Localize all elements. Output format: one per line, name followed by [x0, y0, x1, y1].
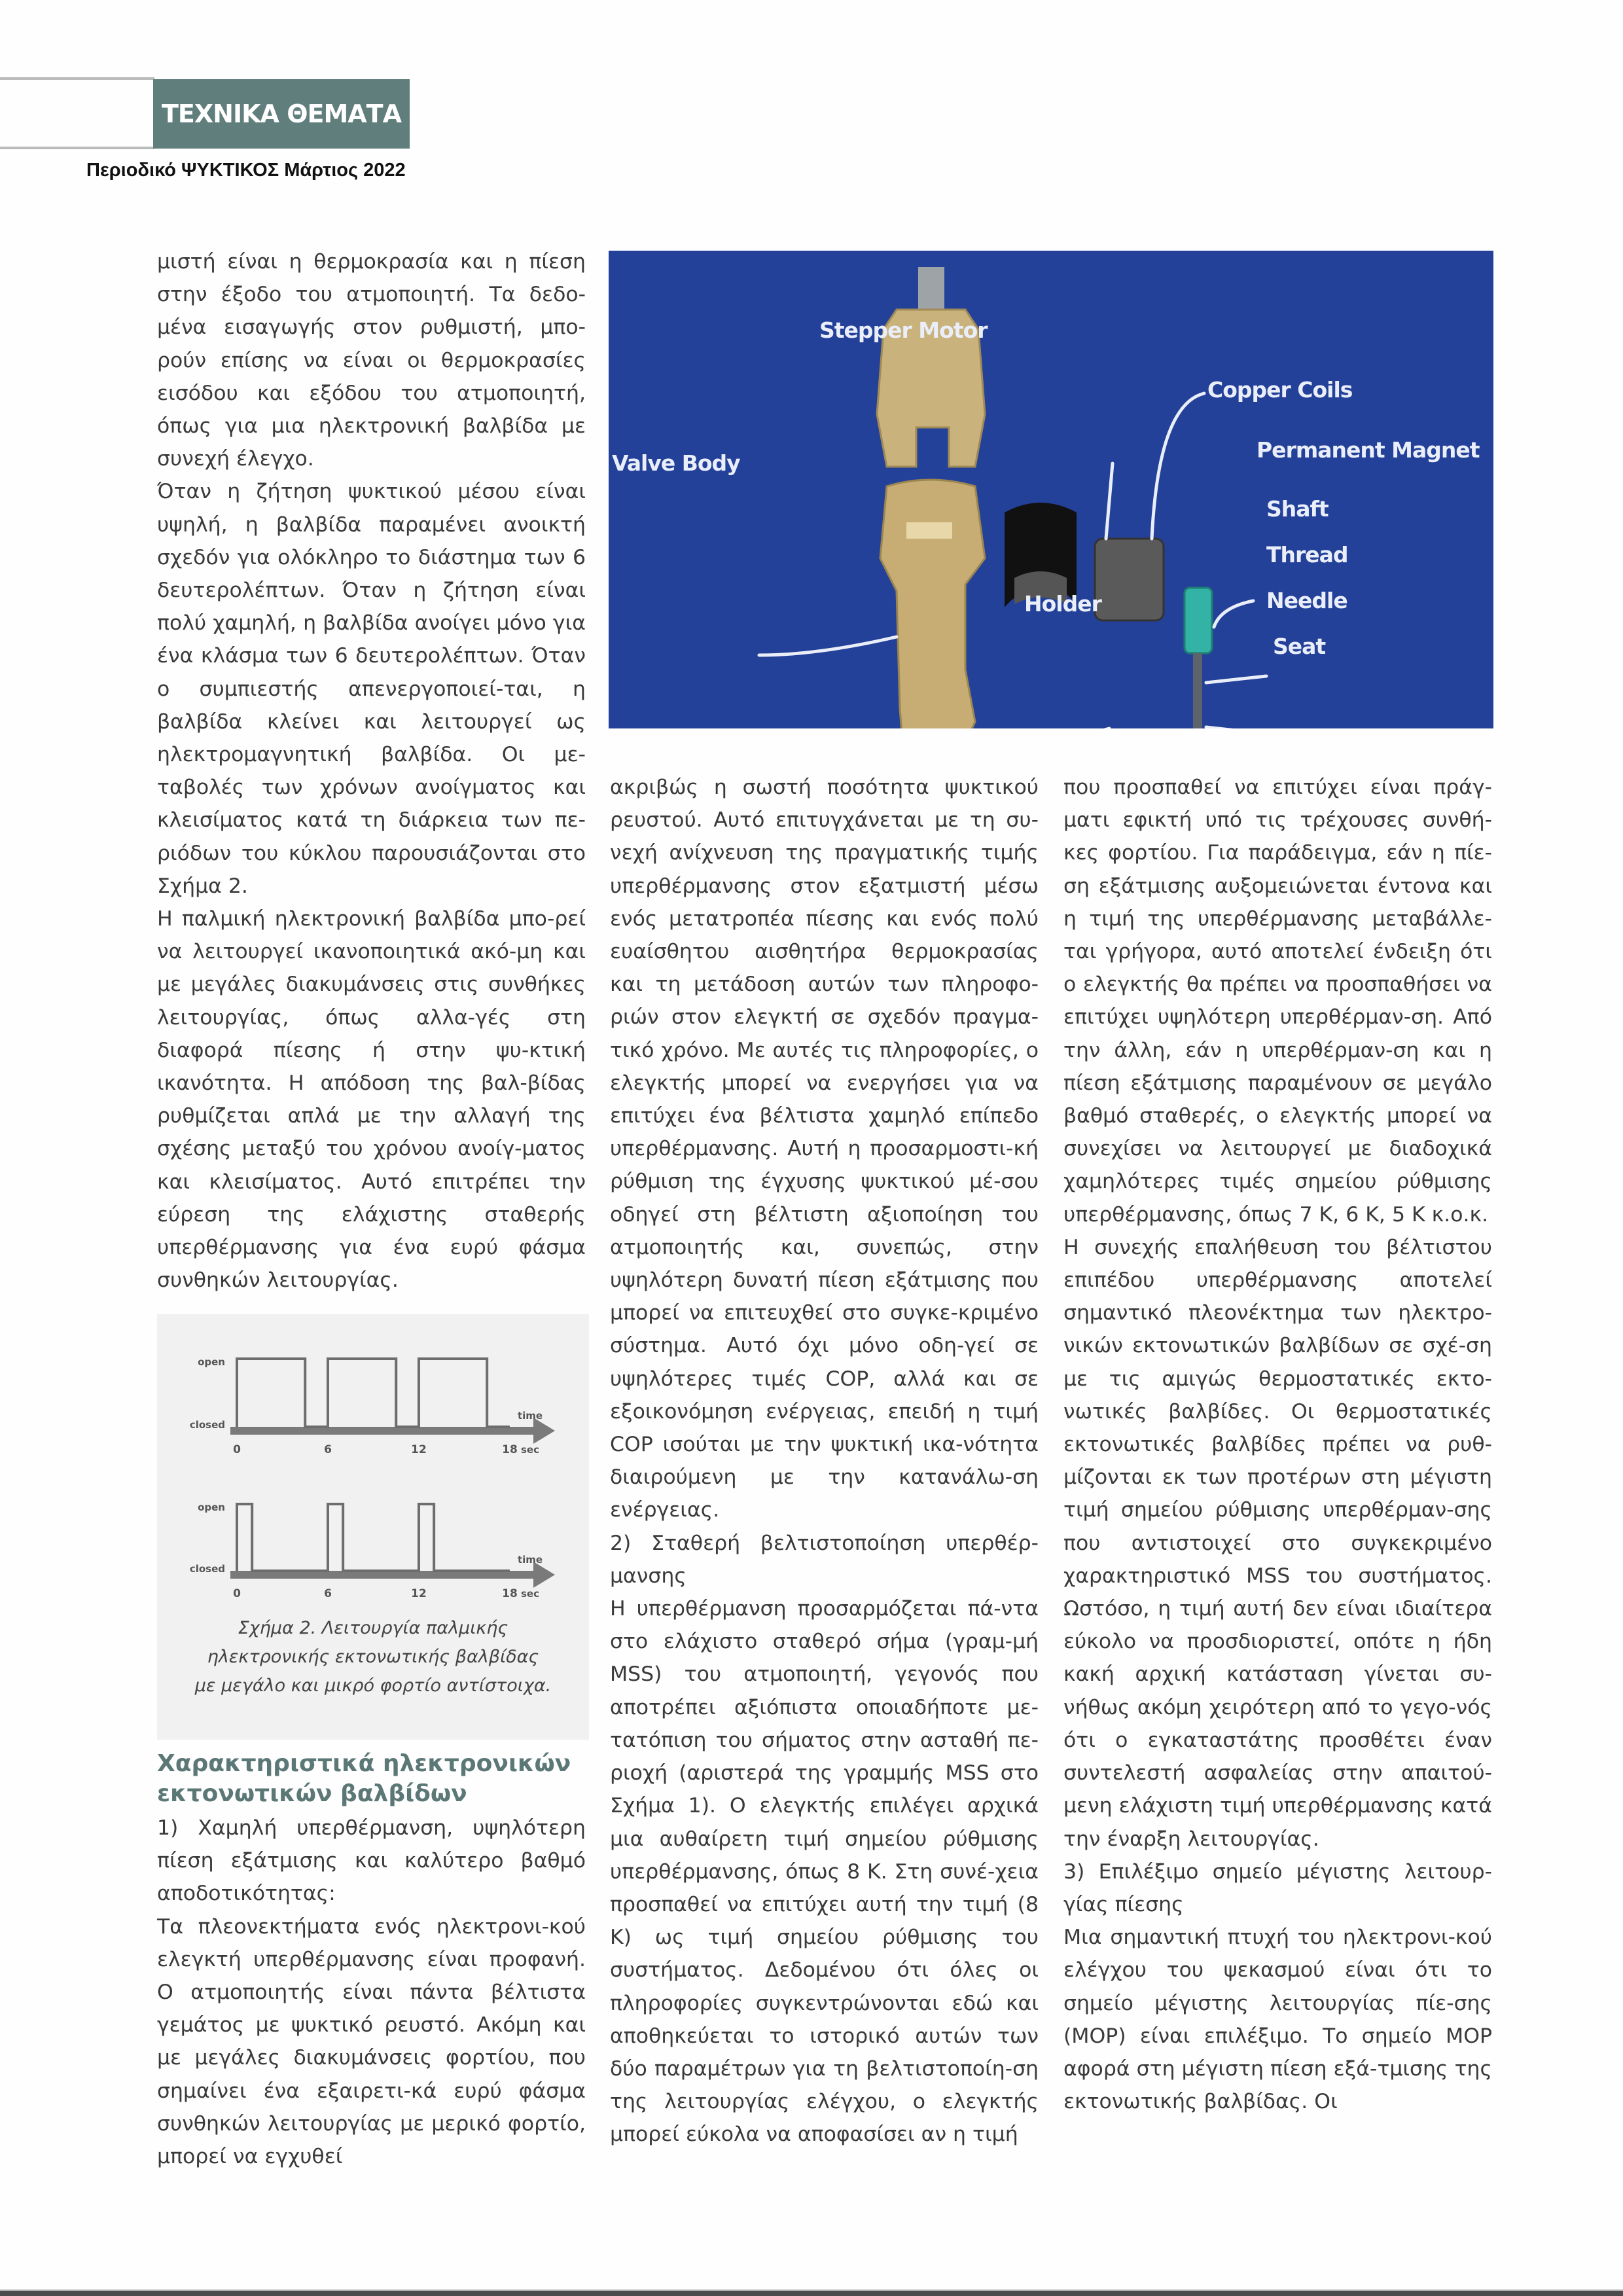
left-column-lower: [157, 1812, 586, 2173]
closed-label: closed: [189, 1563, 225, 1575]
tick-label: 0: [233, 1443, 241, 1456]
paragraph: που προσπαθεί να επιτύχει είναι πράγ-ματι εφικτή υπό τις τρέχουσες συνθή-κες φορτίου. Για παράδειγμα, εάν η πίε-ση εξάτμισης αυξομειώνεται έντονα και η τιμή της υπερθέρμανσης μεταβάλλε-ται γρήγορα, αυτό αποτελεί ένδειξη ότι ο ελεγκτής θα πρέπει να προσπαθήσει να επιτύχει υψηλότερη υπερθέρμαν-ση. Από την άλλη, εάν η υπερθέρμαν-ση και η πίεση εξάτμισης παραμένουν σε μεγάλο βαθμό σταθερές, ο ελεγκτής μπορεί να συνεχίσει να λειτουργεί με διαδοχικά χαμηλότερες τιμές σημείου ρύθμισης υπερθέρμανσης, όπως 7 K, 6 K, 5 K κ.ο.κ.: [1063, 776, 1492, 1227]
right-column: [1063, 771, 1492, 2118]
valve-illustration: [609, 251, 1493, 728]
tick-label: 0: [233, 1587, 241, 1600]
middle-column: [610, 771, 1039, 2151]
label-holder: Holder: [1024, 591, 1101, 617]
copper-coils-shape: [1095, 539, 1164, 620]
numbered-subheading: 2) Σταθερή βελτιστοποίηση υπερθέρ-μανσης: [610, 1531, 1039, 1588]
open-label: open: [198, 1501, 225, 1513]
left-column: [157, 245, 586, 1297]
leader-shaft: [1206, 676, 1266, 683]
valve-waveform-high-load: [237, 1359, 510, 1427]
tick-label: 18: [502, 1443, 518, 1456]
valve-body-slot: [906, 522, 952, 539]
header-rule-bottom: [0, 147, 154, 149]
label-thread: Thread: [1266, 542, 1348, 567]
label-copper-coils: Copper Coils: [1207, 377, 1353, 403]
heading-line: εκτονωτικών βαλβίδων: [157, 1780, 467, 1807]
figure-2-caption: [157, 1614, 589, 1700]
time-label: time: [517, 1554, 543, 1566]
unit-label: sec: [521, 1444, 539, 1456]
footer-bar: [0, 2289, 1623, 2296]
pulse-diagram: [157, 1314, 589, 1609]
section-tag: ΤΕΧΝΙΚΑ ΘΕΜΑΤΑ: [153, 79, 410, 149]
closed-label: closed: [189, 1419, 225, 1431]
valve-body-shape: [880, 480, 985, 728]
issue-line: Περιοδικό ΨΥΚΤΙΚΟΣ Μάρτιος 2022: [86, 160, 406, 181]
paragraph: 1) Χαμηλή υπερθέρμανση, υψηλότερη πίεση εξάτμισης και καλύτερο βαθμό αποδοτικότητας:: [157, 1816, 586, 1906]
paragraph: Τα πλεονεκτήματα ενός ηλεκτρονι-κού ελεγκτή υπερθέρμανσης είναι προφανή. Ο ατμοποιητής είναι πάντα βέλτιστα γεμάτος με ψυκτικό ρευστό. Ακόμη και με μεγάλες διακυμάνσεις φορτίου, που σημαίνει ένα εξαιρετι-κά ευρύ φάσμα συνθηκών λειτουργίας με μερικό φορτίο, μπορεί να εγχυθεί: [157, 1914, 586, 2169]
leader-thread: [1206, 727, 1266, 728]
leader-copper-coils: [1152, 393, 1204, 539]
paragraph: Όταν η ζήτηση ψυκτικού μέσου είναι υψηλή, η βαλβίδα παραμένει ανοικτή σχεδόν για ολόκληρο το διάστημα των 6 δευτερολέπτων. Όταν η ζήτηση είναι πολύ χαμηλή, η βαλβίδα ανοίγει μόνο για ένα κλάσμα των 6 δευτερολέπτων. Όταν ο συμπιεστής απενεργοποιεί-ται, η βαλβίδα κλείνει και λειτουργεί ως ηλεκτρομαγνητική βαλβίδα. Οι με-ταβολές των χρόνων ανοίγματος και κλεισίματος κατά τη διάρκεια των πε-ριόδων του κύκλου παρουσιάζονται στο Σχήμα 2.: [157, 480, 586, 898]
valve-exploded-image: [609, 251, 1493, 728]
numbered-subheading: 3) Επιλέξιμο σημείο μέγιστης λειτουρ-γίας πίεσης: [1063, 1859, 1492, 1916]
caption-line: ηλεκτρονικής εκτονωτικής βαλβίδας: [207, 1647, 539, 1667]
paragraph: Η υπερθέρμανση προσαρμόζεται πά-ντα στο ελάχιστο σταθερό σήμα (γραμ-μή MSS) του ατμοποιητή, γεγονός που αποτρέπει αξιόπιστα οποιαδήποτε με-τατόπιση του σήματος στην ασταθή πε-ριοχή (αριστερά της γραμμής MSS στο Σχήμα 1). Ο ελεγκτής επιλέγει αρχικά μια αυθαίρετη τιμή σημείου ρύθμισης υπερθέρμανσης, όπως 8 K. Στη συνέ-χεια προσπαθεί να επιτύχει αυτή την τιμή (8 K) ως τιμή σημείου ρύθμισης του συστήματος. Δεδομένου ότι όλες οι πληροφορίες συγκεντρώνονται εδώ και αποθηκεύεται το ιστορικό αυτών των δύο παραμέτρων για τη βελτιστοποίη-ση της λειτουργίας ελέγχου, ο ελεγκτής μπορεί εύκολα να αποφασίσει αν η τιμή: [610, 1597, 1039, 2147]
open-label: open: [198, 1356, 225, 1368]
leader-valve-body: [759, 637, 897, 655]
tick-label: 12: [411, 1587, 427, 1600]
tick-label: 6: [324, 1587, 332, 1600]
time-axis-arrowhead: [533, 1418, 555, 1444]
paragraph: Η παλμική ηλεκτρονική βαλβίδα μπο-ρεί να λειτουργεί ικανοποιητικά ακό-μη και με μεγάλες διακυμάνσεις στις συνθήκες λειτουργίας, όπως αλλα-γές στη διαφορά πίεσης ή στην ψυ-κτική ικανότητα. Η απόδοση της βαλ-βίδας ρυθμίζεται απλά με την αλλαγή της σχέσης μεταξύ του χρόνου ανοίγ-ματος και κλεισίματος. Αυτό επιτρέπει την εύρεση της ελάχιστης σταθερής υπερθέρμανσης για ένα ευρύ φάσμα συνθηκών λειτουργίας.: [157, 907, 586, 1293]
time-axis-arrowhead: [533, 1562, 555, 1588]
label-valve-body: Valve Body: [612, 450, 740, 476]
label-seat: Seat: [1273, 634, 1326, 659]
valve-stem-top: [918, 267, 944, 313]
label-stepper-motor: Stepper Motor: [819, 317, 988, 343]
paragraph: ακριβώς η σωστή ποσότητα ψυκτικού ρευστού. Αυτό επιτυγχάνεται με τη συ-νεχή ανίχνευση της πραγματικής τιμής υπερθέρμανσης στον εξατμιστή μέσω ενός μετατροπέα πίεσης και ενός πολύ ευαίσθητου αισθητήρα θερμοκρασίας και τη μετάδοση αυτών των πληροφο-ριών στον ελεγκτή σε σχεδόν πραγμα-τικό χρόνο. Με αυτές τις πληροφορίες, ο ελεγκτής μπορεί να ενεργήσει για να επιτύχει ένα βέλτιστα χαμηλό επίπεδο υπερθέρμανσης. Αυτή η προσαρμοστι-κή ρύθμιση της έγχυσης ψυκτικού μέ-σου οδηγεί στη βέλτιστη αξιοποίηση του ατμοποιητής και, συνεπώς, στην υψηλότερη δυνατή πίεση εξάτμισης που μπορεί να επιτευχθεί στο συγκε-κριμένο σύστημα. Αυτό όχι μόνο οδη-γεί σε υψηλότερες τιμές COP, αλλά και σε εξοικονόμηση ενέργειας, επειδή η τιμή COP ισούται με την ψυκτική ικα-νότητα διαιρούμενη με την κατανάλω-ση ενέργειας.: [610, 776, 1039, 1522]
heading-line: Χαρακτηριστικά ηλεκτρονικών: [157, 1750, 571, 1777]
time-label: time: [517, 1410, 543, 1422]
leader-permanent-magnet: [1214, 601, 1253, 627]
figure-2: [157, 1314, 589, 1740]
section-heading: [157, 1749, 589, 1809]
header-rule-top: [0, 77, 154, 80]
tick-label: 18: [502, 1587, 518, 1600]
label-shaft: Shaft: [1266, 496, 1329, 522]
leader-stepper-motor: [1106, 463, 1113, 539]
label-needle: Needle: [1266, 588, 1347, 613]
permanent-magnet-shape: [1185, 588, 1212, 653]
paragraph: Μια σημαντική πτυχή του ηλεκτρονι-κού ελέγχου του ψεκασμού είναι ότι το σημείο μέγιστης λειτουργίας πίε-σης (MOP) είναι επιλέξιμο. Το σημείο MOP αφορά στη μέγιστη πίεση εξά-τμισης της εκτονωτικής βαλβίδας. Οι: [1063, 1926, 1492, 2114]
shaft-shape: [1193, 653, 1202, 728]
paragraph: Η συνεχής επαλήθευση του βέλτιστου επιπέδου υπερθέρμανσης αποτελεί σημαντικό πλεονέκτημα των ηλεκτρο-νικών εκτονωτικών βαλβίδων σε σχέ-ση με τις αμιγώς θερμοστατικές εκτο-νωτικές βαλβίδες. Οι θερμοστατικές εκτονωτικές βαλβίδες πρέπει να ρυθ-μίζονται εκ των προτέρων στη μέγιστη τιμή σημείου ρύθμισης υπερθέρμαν-σης που αντιστοιχεί στο συγκεκριμένο χαρακτηριστικό MSS του συστήματος. Ωστόσο, η τιμή αυτή δεν είναι ιδιαίτερα εύκολο να προσδιοριστεί, οπότε η ήδη κακή αρχική κατάσταση γίνεται συ-νήθως ακόμη χειρότερη από το γεγο-νός ότι ο εγκαταστάτης προσθέτει έναν συντελεστή ασφαλείας στην απαιτού-μενη ελάχιστη τιμή υπερθέρμανσης κατά την έναρξη λειτουργίας.: [1063, 1235, 1492, 1851]
label-permanent-magnet: Permanent Magnet: [1257, 437, 1480, 463]
caption-line: με μεγάλο και μικρό φορτίο αντίστοιχα.: [194, 1676, 552, 1696]
unit-label: sec: [521, 1588, 539, 1600]
valve-waveform-low-load: [237, 1504, 510, 1571]
paragraph: μιστή είναι η θερμοκρασία και η πίεση στην έξοδο του ατμοποιητή. Τα δεδο-μένα εισαγωγής στον ρυθμιστή, μπο-ρούν επίσης να είναι οι θερμοκρασίες εισόδου και εξόδου του ατμοποιητή, όπως για μια ηλεκτρονική βαλβίδα με συνεχή έλεγχο.: [157, 250, 586, 471]
tick-label: 12: [411, 1443, 427, 1456]
tick-label: 6: [324, 1443, 332, 1456]
caption-line: Σχήμα 2. Λειτουργία παλμικής: [238, 1618, 508, 1638]
